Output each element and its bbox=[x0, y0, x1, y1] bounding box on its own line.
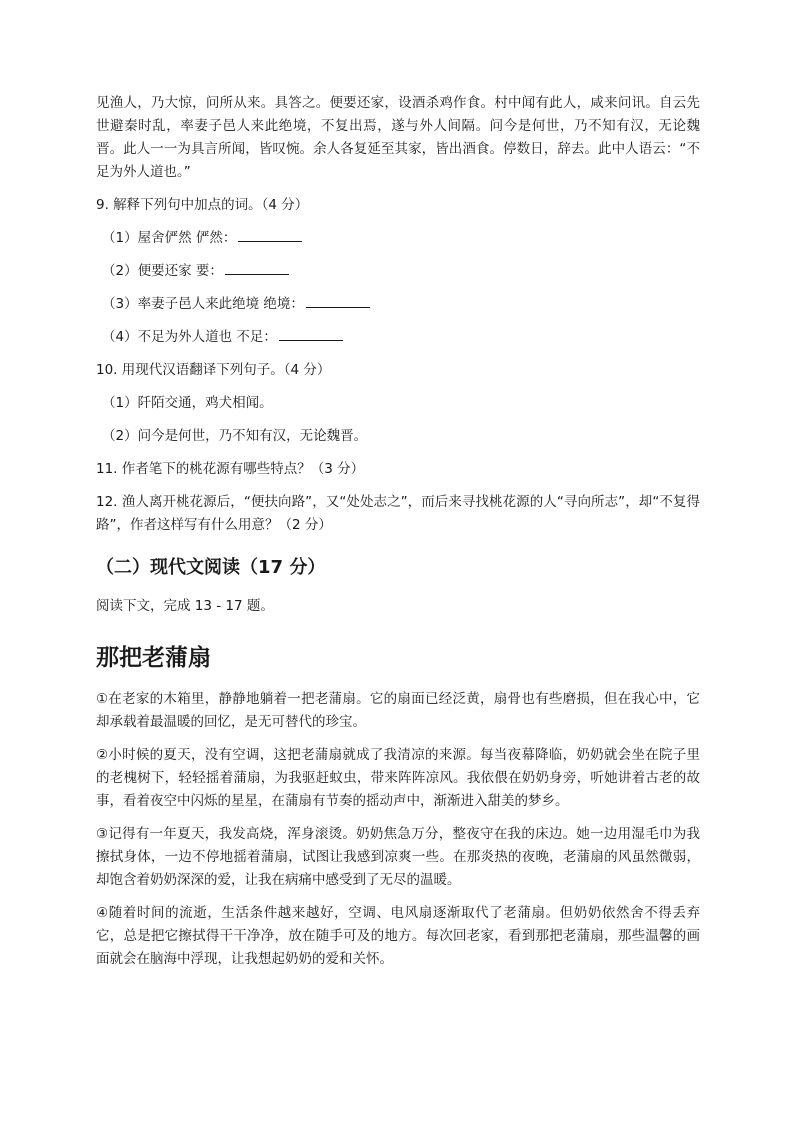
question-9-item-2 bbox=[102, 260, 700, 283]
question-10-title: 10. 用现代汉语翻译下列句子。（4 分） bbox=[96, 362, 331, 378]
page-content bbox=[96, 92, 700, 981]
answer-blank[interactable] bbox=[306, 293, 370, 308]
classical-passage: 见渔人，乃大惊，问所从来。具答之。便要还家，设酒杀鸡作食。村中闻有此人，咸来问讯。自云先世避秦时乱，率妻子邑人来此绝境，不复出焉，遂与外人间隔。问今是何世，乃不知有汉，无论魏晋。此人一一为具言所闻，皆叹惋。余人各复延至其家，皆出酒食。停数日，辞去。此中人语云：“不足为外人道也。” bbox=[96, 95, 700, 180]
article-paragraph-3: ③记得有一年夏天，我发高烧，浑身滚烫。奶奶焦急万分，整夜守在我的床边。她一边用湿毛巾为我擦拭身体，一边不停地摇着蒲扇，试图让我感到凉爽一些。在那炎热的夜晚，老蒲扇的风虽然微弱，却饱含着奶奶深深的爱，让我在病痛中感受到了无尽的温暖。 bbox=[96, 826, 700, 888]
answer-blank[interactable] bbox=[279, 326, 343, 341]
question-10-item-2: （2）问今是何世，乃不知有汉，无论魏晋。 bbox=[102, 428, 368, 444]
article-paragraph-1: ①在老家的木箱里，静静地躺着一把老蒲扇。它的扇面已经泛黄，扇骨也有些磨损，但在我心中，它却承载着最温暖的回忆，是无可替代的珍宝。 bbox=[96, 691, 700, 730]
question-10-item-1: （1）阡陌交通，鸡犬相闻。 bbox=[102, 395, 273, 411]
section-intro: 阅读下文，完成 13 - 17 题。 bbox=[96, 598, 274, 614]
question-12: 12. 渔人离开桃花源后，“便扶向路”，又“处处志之”，而后来寻找桃花源的人“寻向所志”，却“不复得路”，作者这样写有什么用意？（2 分） bbox=[96, 494, 700, 533]
answer-blank[interactable] bbox=[225, 260, 289, 275]
question-9-item-3 bbox=[102, 293, 700, 316]
article-paragraph-4: ④随着时间的流逝，生活条件越来越好，空调、电风扇逐渐取代了老蒲扇。但奶奶依然舍不得丢弃它，总是把它擦拭得干干净净，放在随手可及的地方。每次回老家，看到那把老蒲扇，那些温馨的画面就会在脑海中浮现，让我想起奶奶的爱和关怀。 bbox=[96, 905, 700, 967]
question-9-item-4 bbox=[102, 326, 700, 349]
question-9-item-4-text: （4）不足为外人道也 不足： bbox=[102, 329, 277, 345]
question-9-item-1-text: （1）屋舍俨然 俨然： bbox=[102, 230, 237, 246]
question-9-item-3-text: （3）率妻子邑人来此绝境 绝境： bbox=[102, 296, 304, 312]
answer-blank[interactable] bbox=[238, 227, 302, 242]
section-heading: （二）现代文阅读（17 分） bbox=[96, 557, 326, 578]
question-9-item-2-text: （2）便要还家 要： bbox=[102, 263, 223, 279]
question-9-item-1 bbox=[102, 227, 700, 250]
question-9-title: 9. 解释下列句中加点的词。（4 分） bbox=[96, 197, 309, 213]
article-title: 那把老蒲扇 bbox=[96, 645, 211, 671]
article-paragraph-2: ②小时候的夏天，没有空调，这把老蒲扇就成了我清凉的来源。每当夜幕降临，奶奶就会坐在院子里的老槐树下，轻轻摇着蒲扇，为我驱赶蚊虫，带来阵阵凉风。我依偎在奶奶身旁，听她讲着古老的故事，看着夜空中闪烁的星星，在蒲扇有节奏的摇动声中，渐渐进入甜美的梦乡。 bbox=[96, 747, 700, 809]
question-11: 11. 作者笔下的桃花源有哪些特点？（3 分） bbox=[96, 461, 365, 477]
